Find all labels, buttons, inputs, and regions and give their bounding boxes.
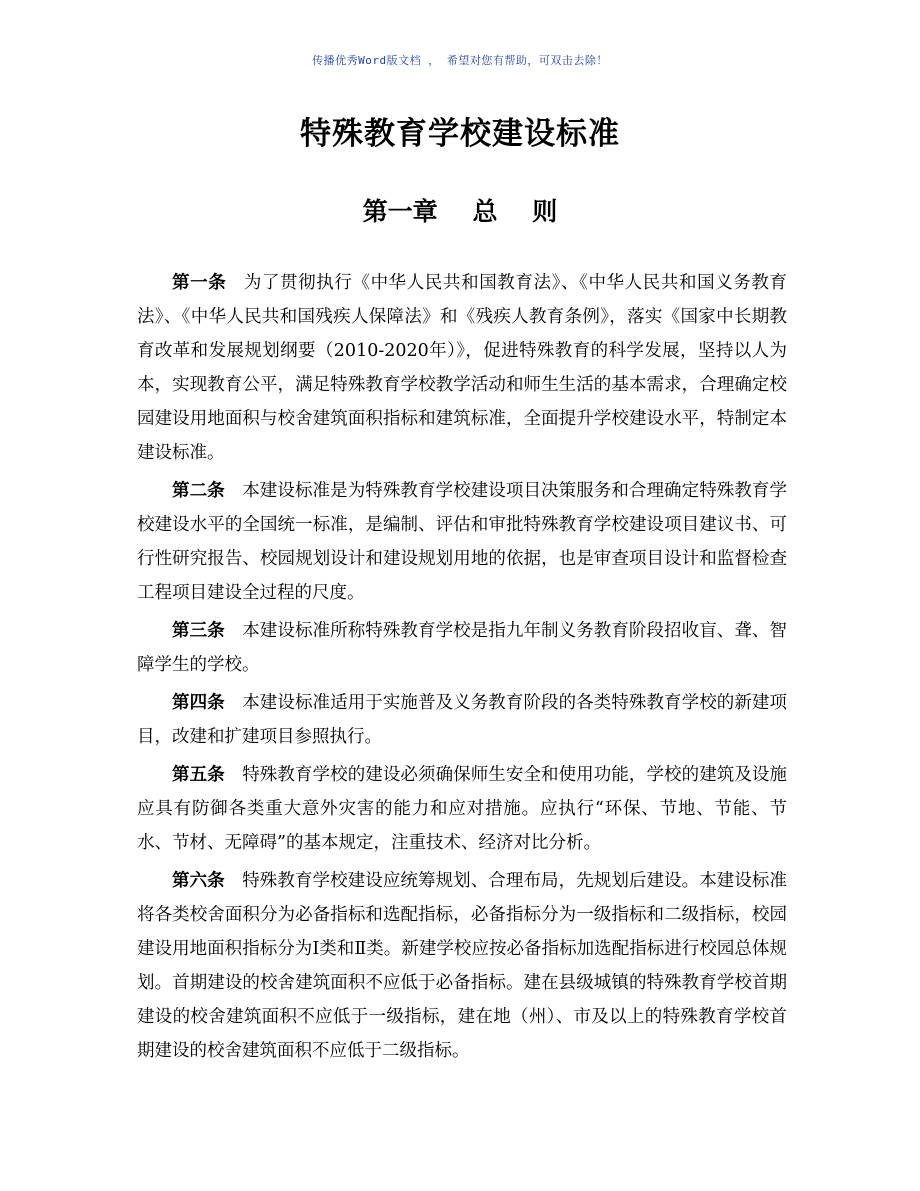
article-paragraph <box>137 864 787 1068</box>
article-text: 本建设标准所称特殊教育学校是指九年制义务教育阶段招收盲、聋、智障学生的学校。 <box>137 621 788 675</box>
article-text: 本建设标准适用于实施普及义务教育阶段的各类特殊教育学校的新建项目，改建和扩建项目参照执行。 <box>137 693 788 747</box>
article-label: 第五条 <box>172 765 225 785</box>
article-text: 特殊教育学校的建设必须确保师生安全和使用功能，学校的建筑及设施应具有防御各类重大意外灾害的能力和应对措施。应执行“环保、节地、节能、节水、节材、无障碍”的基本规定，注重技术、经济对比分析。 <box>137 765 788 853</box>
article-label: 第一条 <box>172 273 227 293</box>
article-paragraph <box>137 474 787 610</box>
article-paragraph <box>137 614 787 682</box>
document-title: 特殊教育学校建设标准 <box>300 116 620 152</box>
article-text: 特殊教育学校建设应统筹规划、合理布局，先规划后建设。本建设标准将各类校舍面积分为必备指标和选配指标，必备指标分为一级指标和二级指标，校园建设用地面积指标分为Ⅰ类和Ⅱ类。新建学校应按必备指标加选配指标进行校园总体规划。首期建设的校舍建筑面积不应低于必备指标。建在县级城镇的特殊教育学校首期建设的校舍建筑面积不应低于一级指标，建在地（州）、市及以上的特殊教育学校首期建设的校舍建筑面积不应低于二级指标。 <box>137 871 788 1061</box>
header-note: 传播优秀Word版文档 ， 希望对您有帮助，可双击去除！ <box>312 54 608 67</box>
article-paragraph <box>137 686 787 754</box>
article-label: 第三条 <box>172 621 225 641</box>
article-label: 第六条 <box>172 871 225 891</box>
chapter-title: 第一章 总 则 <box>362 197 558 226</box>
article-text: 为了贯彻执行《中华人民共和国教育法》、《中华人民共和国义务教育法》、《中华人民共和国残疾人保障法》和《残疾人教育条例》，落实《国家中长期教育改革和发展规划纲要（2010-2020年）》，促进特殊教育的科学发展，坚持以人为本，实现教育公平，满足特殊教育学校教学活动和师生生活的基本需求，合理确定校园建设用地面积与校舍建筑面积指标和建筑标准，全面提升学校建设水平，特制定本建设标准。 <box>137 273 788 463</box>
article-paragraph <box>137 758 787 860</box>
article-paragraph <box>137 266 787 470</box>
article-text: 本建设标准是为特殊教育学校建设项目决策服务和合理确定特殊教育学校建设水平的全国统一标准，是编制、评估和审批特殊教育学校建设项目建议书、可行性研究报告、校园规划设计和建设规划用地的依据，也是审查项目设计和监督检查工程项目建设全过程的尺度。 <box>137 481 788 603</box>
article-label: 第二条 <box>172 481 225 501</box>
article-label: 第四条 <box>172 693 225 713</box>
document-body <box>137 266 787 1072</box>
